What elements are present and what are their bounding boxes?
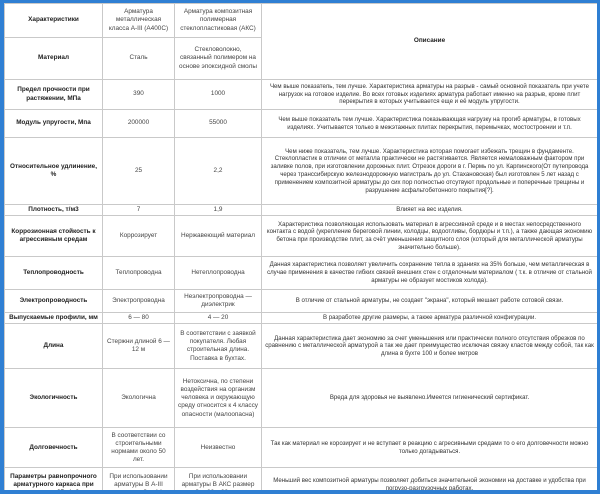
row-name: Параметры равнопрочного арматурного каркаса при нагрузке 25 т/м2 <box>5 468 103 494</box>
row-composite-value: 1000 <box>175 80 262 110</box>
row-composite-value: При использовании арматуры В АКС размер ячейки 23 х 23 см. вес <box>175 468 262 494</box>
row-metal-value: В соответствии со строительными нормами около 50 лет. <box>103 428 175 468</box>
row-description: Чем выше показатель тем лучше. Характеристика показывающая нагрузку на прогиб арматуры, в готовых изделиях. Учитывается только в межэтажных плитах перекрытия, перемычках, мостостроении и т.п. <box>262 110 598 138</box>
row-name: Теплопроводность <box>5 257 103 290</box>
row-description: Чем выше показатель, тем лучше. Характеристика арматуры на разрыв - самый основной показатель при учете нагрузок на готовое изделие. Во всех готовых изделиях арматура работает именно на разрыв, кроме плит перекрытия в которых учитывается еще и её модуль упругости. <box>262 80 598 110</box>
row-metal-value: Стержни длиной 6 — 12 м <box>103 324 175 369</box>
row-composite-value: В соответствии с заявкой покупателя. Любая строительная длина. Поставка в бухтах. <box>175 324 262 369</box>
table-row <box>5 468 598 494</box>
row-description: Меньший вес композитной арматуры позволяет добиться значительной экономии на доставке и удобства при погрузо-разгрузочных работах. <box>262 468 598 494</box>
table-row <box>5 290 598 313</box>
row-description: В разработке другие размеры, а также арматура различной конфигурации. <box>262 313 598 324</box>
row-composite-value: Нетоксична, по степени воздействия на организм человека и окружающую среду относится к 4 классу опасности (малоопасна) <box>175 369 262 428</box>
row-description: Данная характеристика позволяет увеличить сохранение тепла в зданиях на 35% больше, чем металлическая в случае применения в качестве гибких связей внешних стен с отделочным материалом ( т.к. в отличие от стальной арматуры не образует мостиков холода). <box>262 257 598 290</box>
row-composite-value: Стекловолокно, связанный полимером на основе эпоксидной смолы <box>175 38 262 80</box>
row-description: В отличие от стальной арматуры, не создает "экрана", который мешает работе сотовой связи. <box>262 290 598 313</box>
row-description: Чем ниже показатель, тем лучше. Характеристика которая помогает избежать трещин в фундаменте. Стеклопластик в отличии от металла практически не растягивается. Является немаловажным фактором при заливке полов, при изготовлении дорожных плит. Отрезок дороги в г. Пермь по ул. Карпинского(От путепровода через транссибирскую железнодорожную магистраль до ул. Стахановская) был изготовлен 5 лет назад с применением композитной арматуры до сих пор полностью отсутвуют продольные и поперечные трещины и разрушение асфальтобетонного покрытия[?]. <box>262 138 598 205</box>
row-name: Электропроводность <box>5 290 103 313</box>
row-composite-value: 4 — 20 <box>175 313 262 324</box>
row-composite-value: Неэлектропроводна — диэлектрик <box>175 290 262 313</box>
table-row <box>5 369 598 428</box>
row-composite-value: Неизвестно <box>175 428 262 468</box>
row-metal-value: 200000 <box>103 110 175 138</box>
row-composite-value: 55000 <box>175 110 262 138</box>
table-row <box>5 313 598 324</box>
row-composite-value: 1,9 <box>175 205 262 216</box>
table-row <box>5 138 598 205</box>
row-name: Предел прочности при растяжении, МПа <box>5 80 103 110</box>
table-row <box>5 216 598 257</box>
table-row <box>5 205 598 216</box>
row-name: Выпускаемые профили, мм <box>5 313 103 324</box>
row-description: Влияет на вес изделия. <box>262 205 598 216</box>
row-name: Относительное удлинение, % <box>5 138 103 205</box>
row-metal-value: При использовании арматуры В А-III размер ячейки 14 х <box>103 468 175 494</box>
rebar-comparison-table <box>4 3 598 494</box>
row-name: Модуль упругости, Мпа <box>5 110 103 138</box>
row-metal-value: Теплопроводна <box>103 257 175 290</box>
row-description: Вреда для здоровья не выявлено.Имеется гигиенический сертификат. <box>262 369 598 428</box>
table-row <box>5 80 598 110</box>
table-row <box>5 324 598 369</box>
row-composite-value: Нержавеющий материал <box>175 216 262 257</box>
header-composite-rebar: Арматура композитная полимерная стеклопластиковая (АКС) <box>175 4 262 38</box>
row-name: Материал <box>5 38 103 80</box>
row-composite-value: Нетеплопроводна <box>175 257 262 290</box>
row-name: Плотность, т/м3 <box>5 205 103 216</box>
row-description: Данная характеристика дает экономию за счет уменьшения или практически полного отсутствия обрезков по сравнению с металлической арматурой а так же дает преимущество исключая связку кластов между собой, так как длина в бухте 100 и более метров <box>262 324 598 369</box>
row-metal-value: 25 <box>103 138 175 205</box>
row-name: Коррозионная стойкость к агрессивным средам <box>5 216 103 257</box>
row-metal-value: Экологична <box>103 369 175 428</box>
row-metal-value: Электропроводна <box>103 290 175 313</box>
row-metal-value: Коррозирует <box>103 216 175 257</box>
header-description: Описание <box>262 4 598 80</box>
table-row <box>5 257 598 290</box>
row-name: Длина <box>5 324 103 369</box>
header-metal-rebar: Арматура металлическая класса А-III (А400С) <box>103 4 175 38</box>
row-description: Характеристика позволяющая использовать материал в агрессивной среде и в местах непосредственного контакта с водой (укрепление береговой линии, колодцы, водоотливы, бордюры и т.п.), а также дающая экономию бетона при производстве плит, за счёт уменьшения защитного слоя (который для металлической арматуры значительно больше). <box>262 216 598 257</box>
table-row <box>5 428 598 468</box>
row-name: Экологичность <box>5 369 103 428</box>
row-metal-value: 7 <box>103 205 175 216</box>
row-metal-value: Сталь <box>103 38 175 80</box>
row-metal-value: 6 — 80 <box>103 313 175 324</box>
row-metal-value: 390 <box>103 80 175 110</box>
table-header-row <box>5 4 598 38</box>
header-characteristics: Характеристики <box>5 4 103 38</box>
table-row <box>5 110 598 138</box>
row-composite-value: 2,2 <box>175 138 262 205</box>
row-description: Так как материал не корозирует и не вступает в реакцию с агресивными средами то о его долговечности можно только догадываться. <box>262 428 598 468</box>
row-name: Долговечность <box>5 428 103 468</box>
